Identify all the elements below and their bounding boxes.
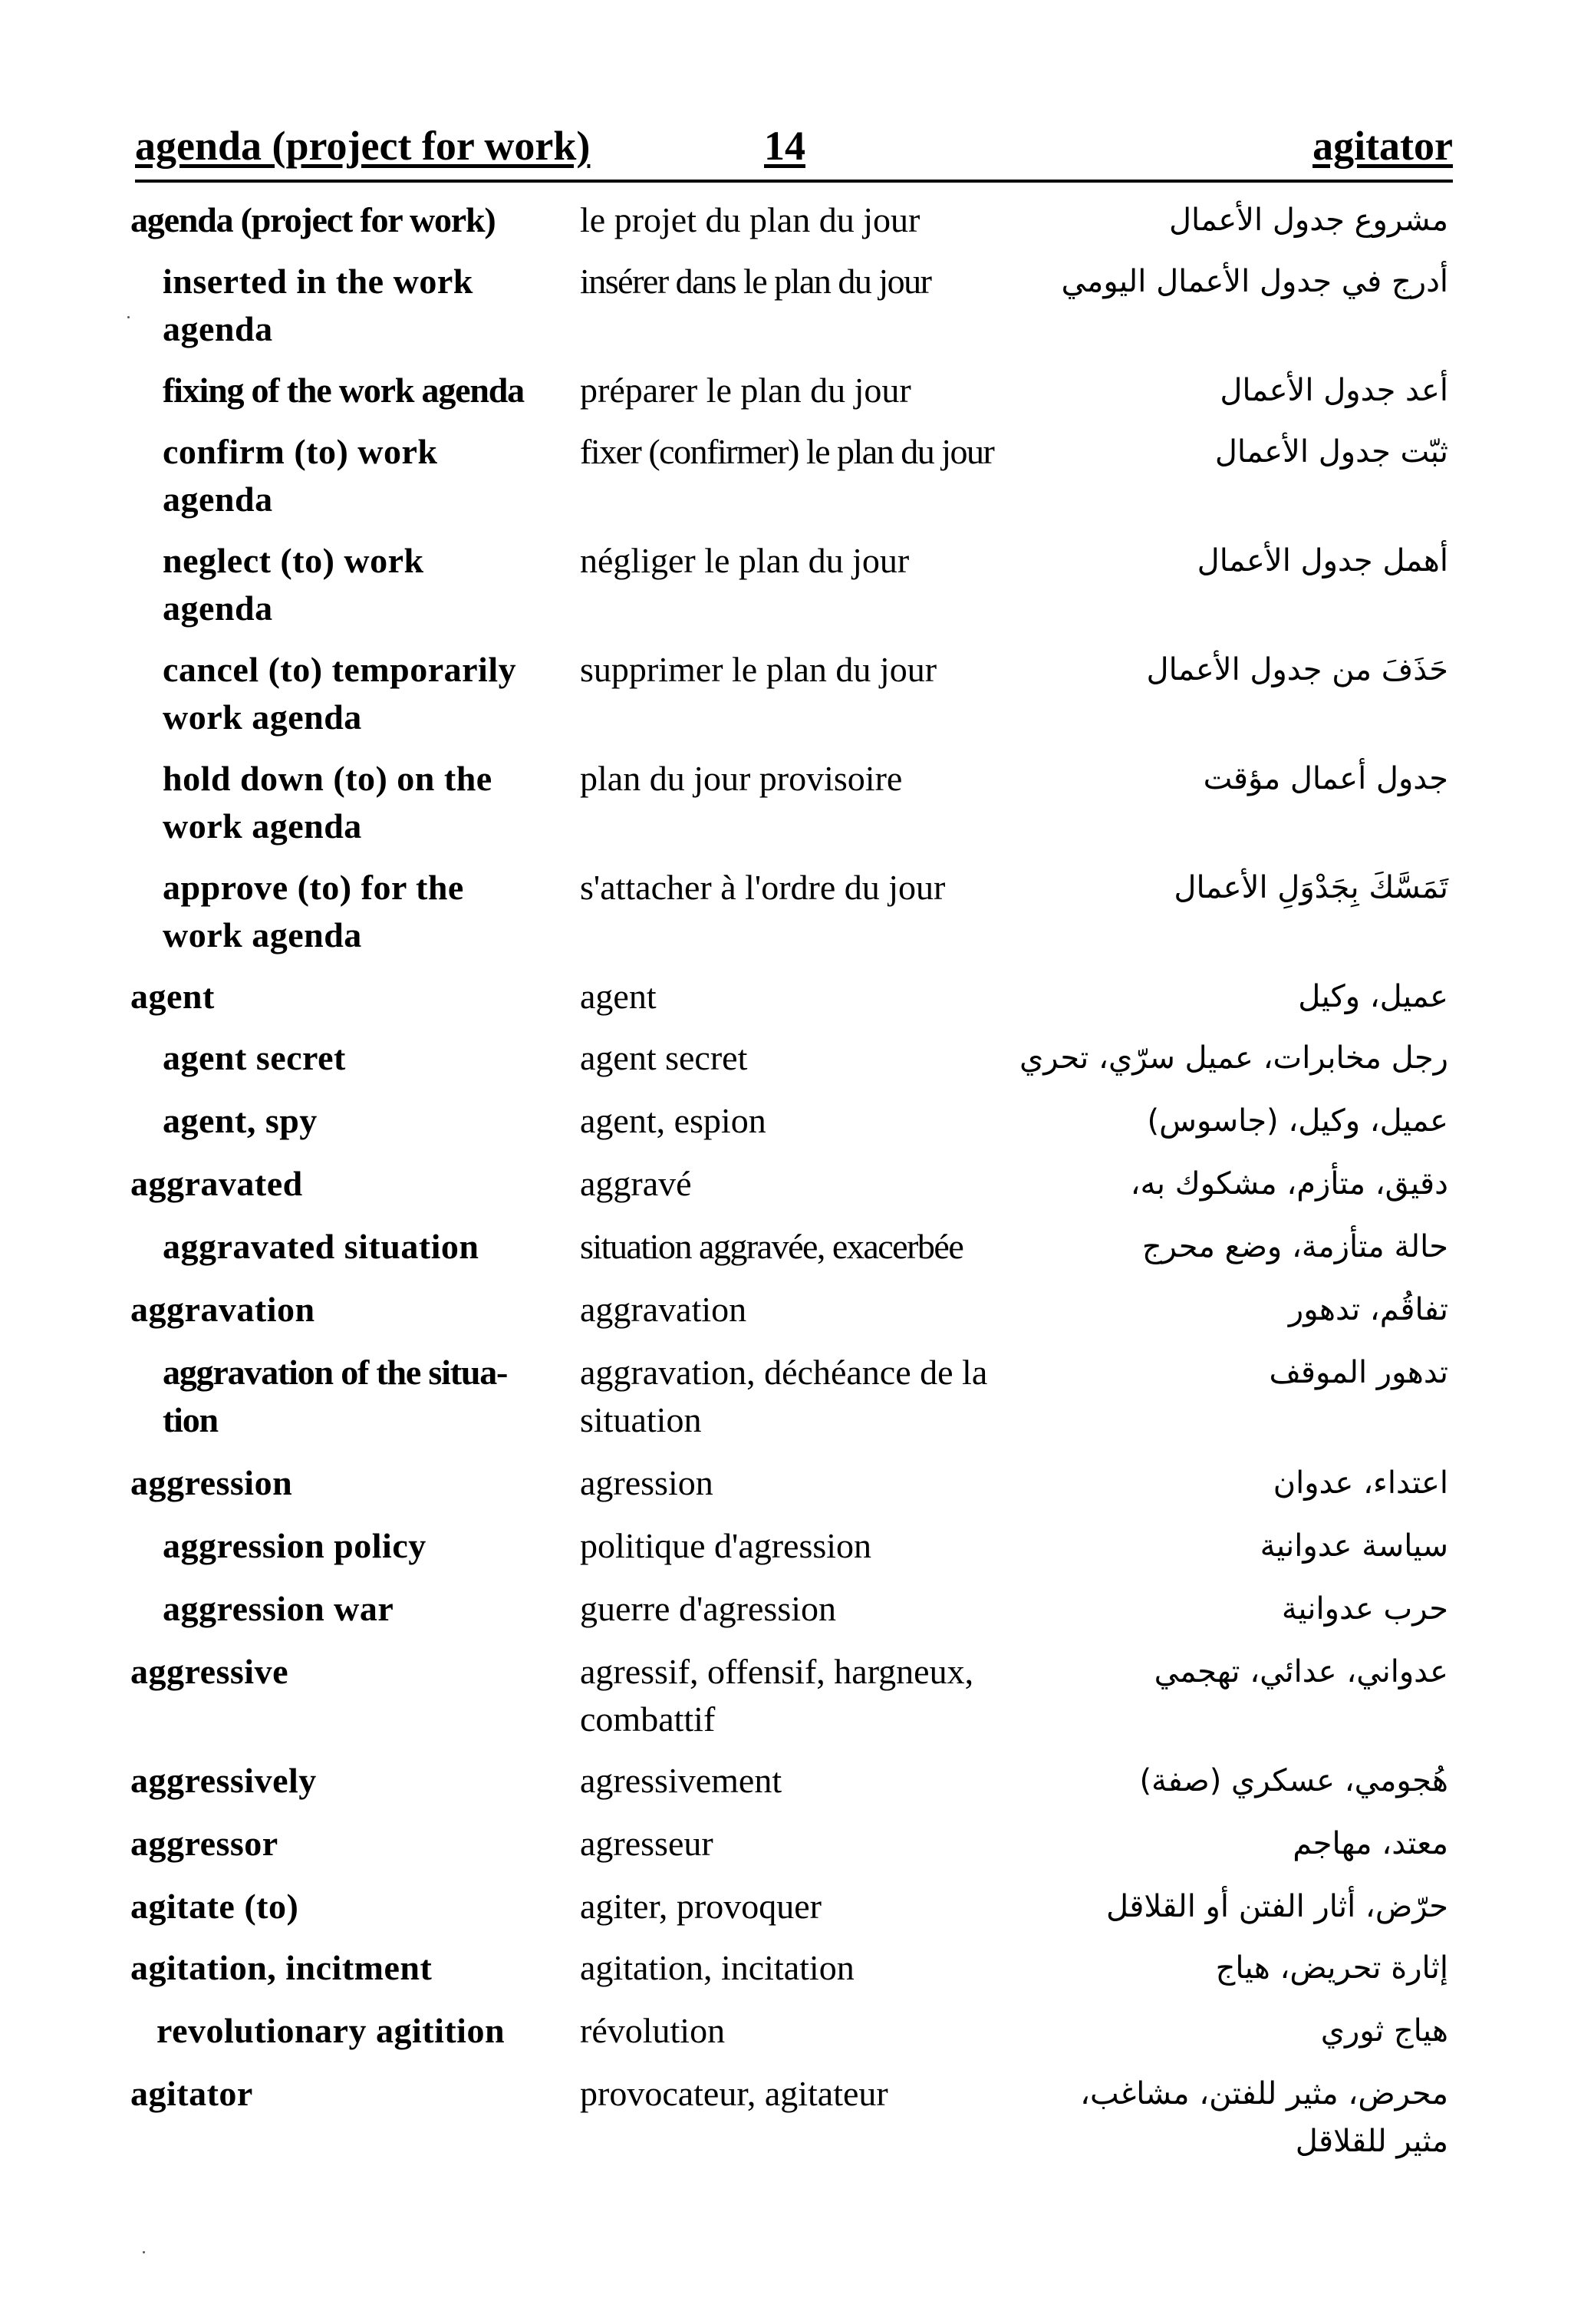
entry-french: agression bbox=[580, 1463, 713, 1502]
entry-arabic: هياج ثوري bbox=[1320, 2013, 1448, 2049]
entry-french: agresseur bbox=[580, 1824, 713, 1863]
entry-french: agent secret bbox=[580, 1038, 748, 1077]
entry-arabic: جدول أعمال مؤقت bbox=[1203, 761, 1448, 796]
entry-french: révolution bbox=[580, 2011, 726, 2050]
page-number: 14 bbox=[764, 123, 805, 169]
entry-arabic: تفاقُم، تدهور bbox=[1288, 1292, 1448, 1327]
entry-english: neglect (to) work agenda bbox=[163, 541, 424, 628]
entry-english: agitate (to) bbox=[130, 1887, 299, 1926]
entry-arabic: محرض، مثير للفتن، مشاغب، مثير للقلاقل bbox=[1080, 2076, 1448, 2159]
entry-arabic: دقيق، متأزم، مشكوك به، bbox=[1130, 1166, 1448, 1202]
entry-arabic: رجل مخابرات، عميل سرّي، تحري bbox=[1019, 1040, 1448, 1076]
entry-french: le projet du plan du jour bbox=[580, 200, 921, 239]
entry-arabic: مشروع جدول الأعمال bbox=[1168, 203, 1448, 238]
entry-english: cancel (to) temporarily work agenda bbox=[163, 650, 517, 737]
entry-english: hold down (to) on the work agenda bbox=[163, 759, 492, 846]
entry-french: s'attacher à l'ordre du jour bbox=[580, 868, 946, 907]
entry-arabic: عميل، وكيل، (جاسوس) bbox=[1147, 1103, 1448, 1139]
entry-arabic: عدواني، عدائي، تهجمي bbox=[1154, 1654, 1448, 1689]
entry-english: confirm (to) work agenda bbox=[163, 432, 438, 519]
entry-english: aggravated situation bbox=[163, 1227, 479, 1266]
entry-english: aggression war bbox=[163, 1589, 394, 1628]
entry-french: plan du jour provisoire bbox=[580, 759, 903, 798]
entry-french: situation aggravée, exacerbée bbox=[580, 1227, 963, 1266]
entry-french: insérer dans le plan du jour bbox=[580, 262, 931, 301]
entry-french: politique d'agression bbox=[580, 1526, 872, 1565]
entry-english: agitator bbox=[130, 2074, 253, 2113]
entry-english: aggression bbox=[130, 1463, 293, 1502]
scan-speck bbox=[143, 2251, 145, 2253]
entry-french: agent bbox=[580, 977, 657, 1016]
entry-french: aggravé bbox=[580, 1164, 692, 1203]
entry-arabic: حرّض، أثار الفتن أو القلاقل bbox=[1106, 1889, 1448, 1924]
entry-english: aggravated bbox=[130, 1164, 303, 1203]
entry-arabic: حرب عدوانية bbox=[1281, 1591, 1448, 1627]
guide-word-left: agenda (project for work) bbox=[135, 123, 591, 169]
entry-english: fixing of the work agenda bbox=[163, 371, 524, 410]
entry-arabic: سياسة عدوانية bbox=[1260, 1528, 1448, 1564]
entry-arabic: هُجومي، عسكري (صفة) bbox=[1139, 1763, 1448, 1798]
entry-arabic: عميل، وكيل bbox=[1298, 979, 1448, 1014]
entry-french: supprimer le plan du jour bbox=[580, 650, 937, 689]
entry-arabic: تَمَسَّكَ بِجَدْوَلِ الأعمال bbox=[1174, 870, 1448, 905]
entry-english: aggression policy bbox=[163, 1526, 427, 1565]
entry-french: négliger le plan du jour bbox=[580, 541, 910, 580]
entry-french: agitation, incitation bbox=[580, 1948, 855, 1987]
entry-arabic: أعد جدول الأعمال bbox=[1220, 373, 1448, 408]
entry-french: agent, espion bbox=[580, 1101, 766, 1140]
entry-english: aggressive bbox=[130, 1652, 289, 1691]
entry-french: guerre d'agression bbox=[580, 1589, 836, 1628]
entry-french: provocateur, agitateur bbox=[580, 2074, 888, 2113]
entry-english: agent, spy bbox=[163, 1101, 318, 1140]
entry-arabic: حَذَفَ من جدول الأعمال bbox=[1146, 652, 1448, 687]
entry-english: agenda (project for work) bbox=[130, 200, 496, 239]
entry-french: fixer (confirmer) le plan du jour bbox=[580, 432, 994, 471]
entry-english: aggressor bbox=[130, 1824, 278, 1863]
entry-arabic: حالة متأزمة، وضع محرج bbox=[1141, 1229, 1448, 1264]
entry-french: aggravation bbox=[580, 1290, 747, 1329]
entry-arabic: ثبّت جدول الأعمال bbox=[1214, 434, 1448, 470]
scan-speck bbox=[127, 316, 130, 318]
entry-arabic: معتد، مهاجم bbox=[1293, 1826, 1448, 1861]
entry-french: agressif, offensif, hargneux, combattif bbox=[580, 1652, 974, 1739]
entry-english: agent secret bbox=[163, 1038, 346, 1077]
entry-english: approve (to) for the work agenda bbox=[163, 868, 464, 954]
entry-english: aggressively bbox=[130, 1761, 317, 1800]
entry-english: agent bbox=[130, 977, 215, 1016]
entry-english: aggravation bbox=[130, 1290, 315, 1329]
entry-french: aggravation, déchéance de la situation bbox=[580, 1353, 988, 1439]
entry-french: agiter, provoquer bbox=[580, 1887, 822, 1926]
entry-english: agitation, incitment bbox=[130, 1948, 433, 1987]
guide-word-right: agitator bbox=[1312, 123, 1453, 169]
entry-english: aggravation of the situa-tion bbox=[163, 1353, 508, 1439]
entry-arabic: أدرج في جدول الأعمال اليومي bbox=[1061, 264, 1448, 299]
entry-arabic: اعتداء، عدوان bbox=[1273, 1465, 1448, 1501]
entry-french: préparer le plan du jour bbox=[580, 371, 911, 410]
entry-english: inserted in the work agenda bbox=[163, 262, 473, 348]
entry-english: revolutionary agitition bbox=[156, 2011, 506, 2050]
entry-arabic: تدهور الموقف bbox=[1269, 1355, 1448, 1390]
entry-french: agressivement bbox=[580, 1761, 782, 1800]
entry-arabic: أهمل جدول الأعمال bbox=[1197, 543, 1448, 579]
entry-arabic: إثارة تحريض، هياج bbox=[1215, 1950, 1448, 1986]
